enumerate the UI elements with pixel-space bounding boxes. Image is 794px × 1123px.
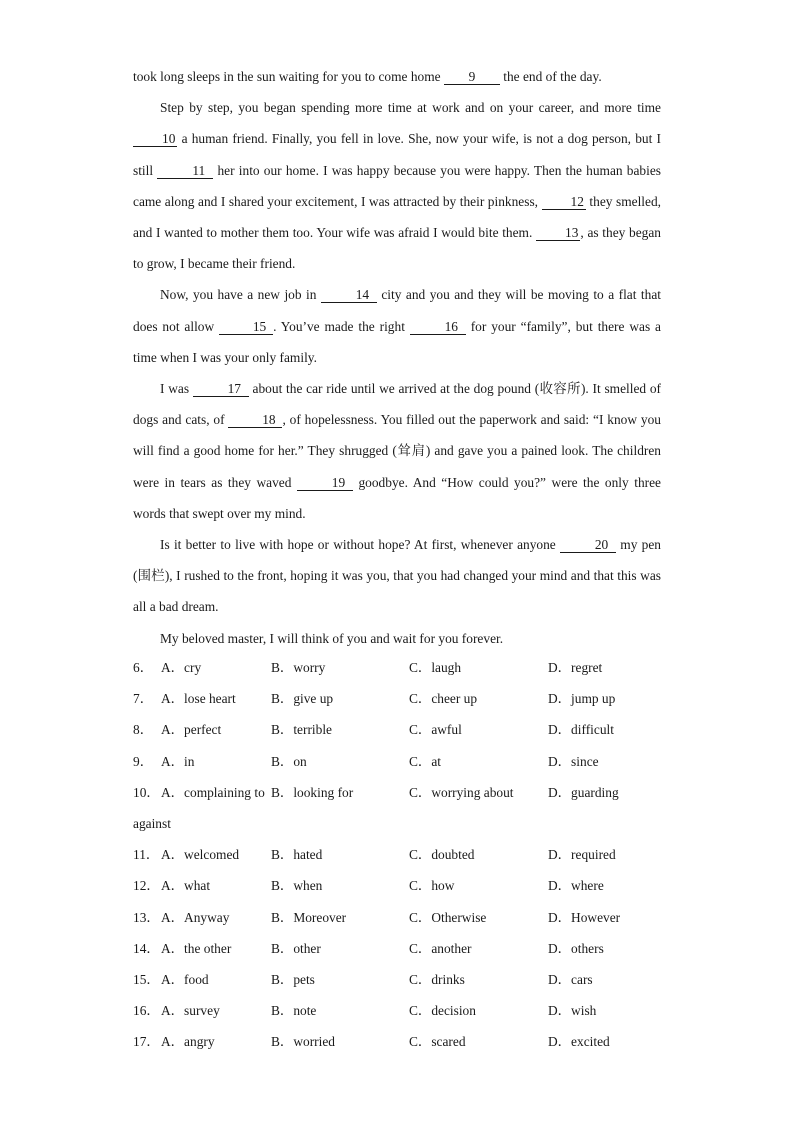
option-b: B．terrible [271, 722, 332, 738]
passage-text: took long sleeps in the sun waiting for you to come home [133, 69, 444, 84]
option-c: C．at [409, 753, 441, 769]
cloze-passage [133, 61, 661, 654]
passage-text: , of hopelessness. You filled out the paperwork and said: “I know you will find a good home for her.” They shrugged (耸肩) and gave you a pained look. The children were in tears as they waved [133, 412, 661, 490]
option-c: C．another [409, 940, 472, 956]
option-a: A．welcomed [161, 847, 240, 863]
option-a: A．perfect [161, 722, 222, 738]
question-options-6 [133, 652, 673, 683]
options-list [133, 652, 673, 1057]
question-number: 17． [133, 1034, 160, 1050]
option-b: B．other [271, 940, 321, 956]
question-number: 6． [133, 660, 154, 675]
passage-text: I was [160, 381, 193, 397]
question-number: 8． [133, 722, 154, 738]
option-c: C．how [409, 878, 455, 894]
option-c: C．scared [409, 1034, 466, 1050]
question-options-10 [133, 777, 673, 839]
option-a: A．the other [161, 940, 232, 956]
option-a: A．food [161, 971, 209, 987]
blank-17: 17 [193, 381, 249, 397]
question-options-9 [133, 746, 673, 777]
option-b: B．when [271, 878, 323, 894]
passage-text: the end of the day. [499, 69, 602, 84]
question-number: 9． [133, 753, 154, 769]
passage-text: her into our home. I was happy because you were happy. Then the human babies came along and I shared your excitement, I was attracted by their pinkness, [133, 162, 661, 209]
passage-text: Is it better to live with hope or without hope? At first, whenever anyone [160, 537, 561, 553]
option-a: A．angry [161, 1034, 215, 1050]
question-options-11 [133, 839, 673, 870]
blank-18: 18 [228, 412, 282, 428]
passage-text: about the car ride until we arrived at the dog pound (收容所). It smelled of dogs and cats, of [133, 381, 662, 428]
paragraph-5 [133, 529, 661, 623]
blank-12: 12 [542, 194, 586, 210]
passage-text: they smelled, and I wanted to mother them too. Your wife was afraid I would bite them. [133, 193, 661, 241]
passage-text: , as they began to grow, I became their friend. [133, 225, 661, 272]
passage-text: My beloved master, I will think of you and wait for you forever. [160, 630, 504, 646]
blank-16: 16 [410, 319, 466, 335]
passage-text: goodbye. And “How could you?” were the only three words that swept over my mind. [133, 474, 662, 521]
option-b: B．looking for [271, 784, 354, 800]
blank-10: 10 [133, 131, 177, 147]
blank-13: 13 [536, 225, 580, 241]
paragraph-6 [133, 623, 661, 654]
option-a: A．cry [161, 660, 202, 675]
question-number: 14． [133, 940, 160, 956]
option-b: B．on [271, 753, 307, 769]
option-a: A．survey [161, 1003, 220, 1019]
option-a: A．Anyway [161, 909, 230, 925]
option-a-wrap: against [133, 815, 171, 831]
option-b: B．worry [271, 660, 326, 675]
option-d: D．jump up [548, 691, 616, 707]
option-c: C．doubted [409, 847, 475, 863]
option-c: C．cheer up [409, 691, 478, 707]
question-number: 16． [133, 1003, 160, 1019]
paragraph-3 [133, 279, 661, 373]
question-options-8 [133, 714, 673, 745]
question-number: 11． [133, 847, 160, 863]
question-options-7 [133, 683, 673, 714]
option-a: A．what [161, 878, 211, 894]
passage-text: Now, you have a new job in [160, 287, 321, 303]
option-c: C．awful [409, 722, 462, 738]
question-options-12 [133, 870, 673, 901]
blank-19: 19 [297, 475, 353, 491]
option-a: A．in [161, 753, 195, 769]
paragraph-4 [133, 373, 661, 529]
option-a: A．complaining to [161, 784, 265, 800]
question-options-14 [133, 933, 673, 964]
option-b: B．note [271, 1003, 317, 1019]
option-b: B．Moreover [271, 909, 347, 925]
option-c: C．decision [409, 1003, 476, 1019]
paragraph-1 [133, 61, 661, 92]
question-number: 10． [133, 784, 160, 800]
question-number: 7． [133, 691, 154, 707]
question-number: 12． [133, 878, 160, 894]
passage-text: a human friend. Finally, you fell in love. She, now your wife, is not a dog person, but I still [133, 131, 661, 178]
option-b: B．worried [271, 1034, 335, 1050]
option-d: D．regret [548, 660, 603, 675]
question-options-13 [133, 902, 673, 933]
passage-text: city and you and they will be moving to a flat that does not allow [133, 287, 661, 334]
option-b: B．give up [271, 691, 334, 707]
passage-text: for your “family”, but there was a time when I was your only family. [133, 318, 661, 365]
option-a: A．lose heart [161, 691, 236, 707]
option-d: D．cars [548, 971, 593, 987]
paragraph-2 [133, 92, 661, 279]
question-options-17 [133, 1026, 673, 1057]
blank-9: 9 [444, 69, 500, 85]
passage-text: my pen (围栏), I rushed to the front, hoping it was you, that you had changed your mind and that this was all a bad dream. [133, 537, 661, 615]
option-d: D．guarding [548, 784, 619, 800]
option-c: C．worrying about [409, 784, 514, 800]
option-d: D．wish [548, 1003, 597, 1019]
passage-text: . You’ve made the right [273, 318, 410, 334]
option-d: D．required [548, 847, 616, 863]
option-d: D．since [548, 753, 599, 769]
passage-text: Step by step, you began spending more time at work and on your career, and more time [160, 100, 661, 116]
option-b: B．hated [271, 847, 323, 863]
option-d: D．However [548, 909, 621, 925]
question-options-15 [133, 964, 673, 995]
option-d: D．difficult [548, 722, 614, 738]
option-d: D．others [548, 940, 604, 956]
blank-15: 15 [219, 319, 273, 335]
question-number: 13． [133, 909, 160, 925]
option-c: C．drinks [409, 971, 465, 987]
option-d: D．excited [548, 1034, 610, 1050]
blank-14: 14 [321, 287, 377, 303]
question-options-16 [133, 995, 673, 1026]
option-c: C．laugh [409, 660, 462, 675]
blank-11: 11 [157, 163, 213, 179]
blank-20: 20 [560, 537, 616, 553]
option-d: D．where [548, 878, 604, 894]
option-b: B．pets [271, 971, 315, 987]
question-number: 15． [133, 971, 160, 987]
option-c: C．Otherwise [409, 909, 487, 925]
